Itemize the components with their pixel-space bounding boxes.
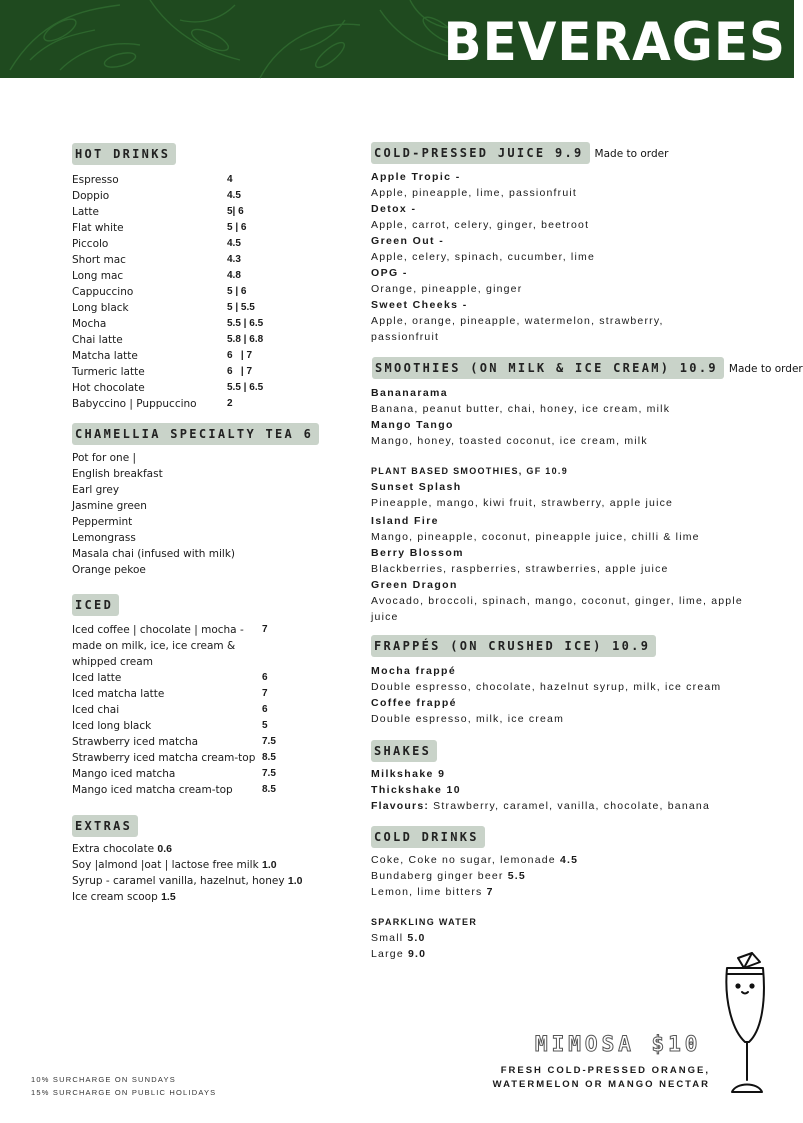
list-item: Jasmine green xyxy=(72,500,147,512)
item-description: Apple, orange, pineapple, watermelon, strawberry, passionfruit xyxy=(371,315,664,343)
list-item: Lemongrass xyxy=(72,532,136,544)
list-item: Iced long black 5 xyxy=(72,720,268,732)
item-description: Apple, celery, spinach, cucumber, lime xyxy=(371,251,595,263)
item-name: Apple Tropic - xyxy=(371,171,461,183)
list-item: Piccolo 4.5 xyxy=(72,238,241,250)
list-item: Hot chocolate 5.5 | 6.5 xyxy=(72,382,264,394)
iced-section-title: ICED xyxy=(72,594,352,616)
list-item: Iced latte 6 xyxy=(72,672,268,684)
champagne-glass-icon xyxy=(716,950,776,1100)
shakes-list xyxy=(371,766,771,814)
juice-section-title: COLD-PRESSED JUICE 9.9 Made to order xyxy=(371,142,771,164)
tea-section-title: CHAMELLIA SPECIALTY TEA 6 xyxy=(72,423,352,445)
frappes-list xyxy=(371,663,771,727)
milkshake-item: Milkshake 9 xyxy=(371,768,446,780)
item-description: Banana, peanut butter, chai, honey, ice cream, milk xyxy=(371,403,671,415)
item-name: Bananarama xyxy=(371,387,449,399)
list-item: Coke, Coke no sugar, lemonade 4.5 xyxy=(371,854,579,866)
extras-list xyxy=(72,841,352,905)
list-item: Pot for one | xyxy=(72,452,137,464)
list-item: Lemon, lime bitters 7 xyxy=(371,886,494,898)
list-item: Peppermint xyxy=(72,516,133,528)
left-column xyxy=(72,143,352,905)
list-item: Short mac 4.3 xyxy=(72,254,241,266)
list-item: Latte 5| 6 xyxy=(72,206,244,218)
list-item: Mango iced matcha cream-top 8.5 xyxy=(72,784,276,796)
item-description: Mango, pineapple, coconut, pineapple juice, chilli & lime xyxy=(371,531,700,543)
item-description: Orange, pineapple, ginger xyxy=(371,283,523,295)
item-description: Mango, honey, toasted coconut, ice cream, milk xyxy=(371,435,648,447)
item-name: Mango Tango xyxy=(371,419,454,431)
list-item: Matcha latte 6 | 7 xyxy=(72,350,253,362)
page-title: BEVERAGES xyxy=(443,11,786,73)
thickshake-item: Thickshake 10 xyxy=(371,784,461,796)
holiday-surcharge: 15% SURCHARGE ON PUBLIC HOLIDAYS xyxy=(31,1088,217,1097)
item-description: Apple, carrot, celery, ginger, beetroot xyxy=(371,219,590,231)
item-description: Pineapple, mango, kiwi fruit, strawberry, apple juice xyxy=(371,497,674,509)
iced-list xyxy=(72,622,352,798)
mimosa-title: MIMOSA $10 xyxy=(535,1032,702,1056)
item-name: OPG - xyxy=(371,267,408,279)
list-item: Large 9.0 xyxy=(371,948,427,960)
list-item: Masala chai (infused with milk) xyxy=(72,548,236,560)
list-item: Babyccino | Puppuccino 2 xyxy=(72,398,233,410)
right-column xyxy=(371,142,803,962)
list-item: Iced coffee | chocolate | mocha - made on milk, ice, ice cream & whipped cream 7 xyxy=(72,624,268,668)
shakes-section-title: SHAKES xyxy=(371,740,771,762)
flavours-line: Flavours: Strawberry, caramel, vanilla, chocolate, banana xyxy=(371,800,710,812)
item-description: Double espresso, milk, ice cream xyxy=(371,713,565,725)
list-item: Ice cream scoop 1.5 xyxy=(72,891,176,903)
cold-drinks-section-title: COLD DRINKS xyxy=(371,826,771,848)
item-name: Detox - xyxy=(371,203,417,215)
list-item: Orange pekoe xyxy=(72,564,146,576)
list-item: Small 5.0 xyxy=(371,932,426,944)
list-item: Chai latte 5.8 | 6.8 xyxy=(72,334,264,346)
list-item: Espresso 4 xyxy=(72,174,233,186)
item-description: Blackberries, raspberries, strawberries, apple juice xyxy=(371,563,669,575)
item-name: Sweet Cheeks - xyxy=(371,299,468,311)
header-banner xyxy=(0,0,794,78)
hot-drinks-list xyxy=(72,172,352,412)
tea-list xyxy=(72,450,352,578)
smoothies-section-title: SMOOTHIES (ON MILK & ICE CREAM) 10.9 Made to order xyxy=(372,357,771,379)
list-item: English breakfast xyxy=(72,468,163,480)
item-name: Berry Blossom xyxy=(371,547,464,559)
list-item: Strawberry iced matcha 7.5 xyxy=(72,736,276,748)
juice-list xyxy=(371,169,771,345)
list-item: Mocha 5.5 | 6.5 xyxy=(72,318,264,330)
list-item: Bundaberg ginger beer 5.5 xyxy=(371,870,526,882)
list-item: Syrup - caramel vanilla, hazelnut, honey 1.0 xyxy=(72,875,303,887)
item-name: Coffee frappé xyxy=(371,697,457,709)
frappes-section-title: FRAPPÉS (ON CRUSHED ICE) 10.9 xyxy=(371,635,771,657)
list-item: Strawberry iced matcha cream-top 8.5 xyxy=(72,752,276,764)
item-description: Double espresso, chocolate, hazelnut syrup, milk, ice cream xyxy=(371,681,722,693)
list-item: Cappuccino 5 | 6 xyxy=(72,286,247,298)
item-name: Green Out - xyxy=(371,235,445,247)
list-item: Iced chai 6 xyxy=(72,704,268,716)
item-name: Mocha frappé xyxy=(371,665,457,677)
list-item: Flat white 5 | 6 xyxy=(72,222,247,234)
list-item: Long black 5 | 5.5 xyxy=(72,302,255,314)
item-description: Apple, pineapple, lime, passionfruit xyxy=(371,187,578,199)
plant-based-subtitle: PLANT BASED SMOOTHIES, GF 10.9 xyxy=(371,466,569,476)
sparkling-water-subtitle: SPARKLING WATER xyxy=(371,917,478,927)
smoothies-list xyxy=(371,385,771,625)
surcharge-notes xyxy=(31,1073,216,1099)
item-name: Sunset Splash xyxy=(371,481,462,493)
cold-drinks-list xyxy=(371,852,771,962)
list-item: Iced matcha latte 7 xyxy=(72,688,268,700)
list-item: Earl grey xyxy=(72,484,120,496)
item-description: Avocado, broccoli, spinach, mango, coconut, ginger, lime, apple juice xyxy=(371,595,743,623)
mimosa-description: FRESH COLD-PRESSED ORANGE, WATERMELON OR MANGO NECTAR xyxy=(492,1065,710,1090)
extras-section-title: EXTRAS xyxy=(72,815,352,837)
item-name: Island Fire xyxy=(371,515,439,527)
item-name: Green Dragon xyxy=(371,579,458,591)
list-item: Doppio 4.5 xyxy=(72,190,241,202)
hot-drinks-section-title: HOT DRINKS xyxy=(72,143,352,165)
list-item: Extra chocolate 0.6 xyxy=(72,843,172,855)
list-item: Long mac 4.8 xyxy=(72,270,241,282)
list-item: Soy |almond |oat | lactose free milk 1.0 xyxy=(72,859,277,871)
list-item: Turmeric latte 6 | 7 xyxy=(72,366,253,378)
list-item: Mango iced matcha 7.5 xyxy=(72,768,276,780)
sunday-surcharge: 10% SURCHARGE ON SUNDAYS xyxy=(31,1075,176,1084)
